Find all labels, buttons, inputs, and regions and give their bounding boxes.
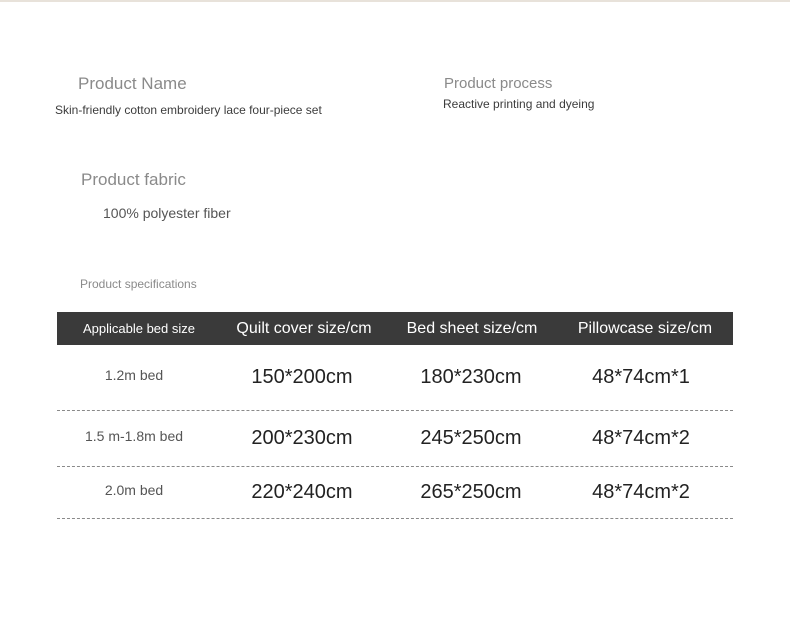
- top-divider: [0, 0, 790, 2]
- product-fabric-value: 100% polyester fiber: [103, 205, 231, 221]
- product-name-value: Skin-friendly cotton embroidery lace four-piece set: [55, 103, 322, 117]
- quilt-cover-cell: 200*230cm: [251, 427, 353, 449]
- pillowcase-cell: 48*74cm*2: [592, 481, 690, 503]
- bed-sheet-cell: 245*250cm: [420, 427, 522, 449]
- bed-size-cell: 2.0m bed: [104, 481, 164, 498]
- bed-sheet-cell: 180*230cm: [420, 366, 522, 388]
- table-row: [57, 345, 733, 411]
- product-specifications-label: Product specifications: [80, 277, 197, 291]
- size-specifications-table: [57, 312, 733, 519]
- bed-size-cell: 1.5 m-1.8m bed: [84, 427, 184, 444]
- bed-sheet-cell: 265*250cm: [420, 481, 522, 503]
- product-name-label: Product Name: [78, 74, 187, 93]
- quilt-cover-cell: 220*240cm: [251, 481, 353, 503]
- table-row: [57, 467, 733, 519]
- bed-size-cell: 1.2m bed: [104, 366, 164, 383]
- table-row: [57, 411, 733, 467]
- pillowcase-cell: 48*74cm*2: [592, 427, 690, 449]
- pillowcase-cell: 48*74cm*1: [592, 366, 690, 388]
- product-fabric-label: Product fabric: [81, 170, 186, 189]
- header-bed-size: Applicable bed size: [82, 321, 196, 336]
- product-process-label: Product process: [444, 75, 553, 92]
- product-process-value: Reactive printing and dyeing: [443, 97, 595, 111]
- header-pillowcase-size: Pillowcase size/cm: [577, 319, 713, 337]
- table-header: [57, 312, 733, 345]
- header-bed-sheet-size: Bed sheet size/cm: [406, 319, 538, 337]
- header-quilt-cover-size: Quilt cover size/cm: [236, 319, 372, 337]
- quilt-cover-cell: 150*200cm: [251, 366, 353, 388]
